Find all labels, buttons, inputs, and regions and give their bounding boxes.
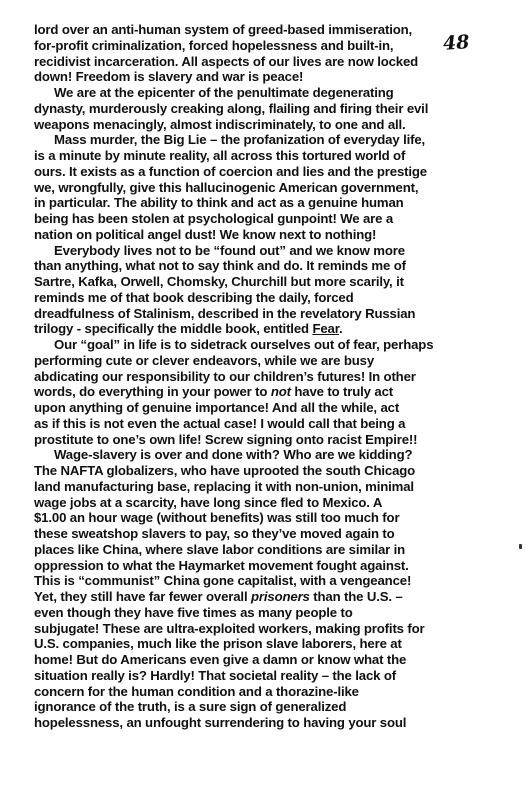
body-text xyxy=(34,22,504,731)
text-line: hopelessness, an unfought surrendering to having your soul xyxy=(34,715,407,730)
text-line: U.S. companies, much like the prison slave laborers, here at xyxy=(34,636,402,652)
text-segment: have to truly act xyxy=(290,384,393,400)
text-line: nation on political angel dust! We know next to nothing! xyxy=(34,226,377,242)
text-line: than anything, what not to say think and do. It reminds me of xyxy=(34,258,406,274)
text-line xyxy=(34,589,504,605)
text-line: prostitute to one’s own life! Screw signing onto racist Empire!! xyxy=(34,431,418,447)
text-line: upon anything of genuine importance! And all the while, act xyxy=(34,400,400,415)
text-line: weapons menacingly, almost indiscriminately, to one and all. xyxy=(34,116,406,132)
emphasis-prisoners: prisoners xyxy=(250,589,310,604)
paragraph-start: We are at the epicenter of the penultimate degenerating xyxy=(54,85,394,100)
text-line: for-profit criminalization, forced hopelessness and built-in, xyxy=(34,37,394,53)
text-line: dreadfulness of Stalinism, described in the revelatory Russian xyxy=(34,305,416,321)
text-line: land manufacturing base, replacing it with non-union, minimal xyxy=(34,478,414,494)
text-line: concern for the human condition and a thorazine-like xyxy=(34,683,359,699)
paragraph-start: Mass murder, the Big Lie – the profanization of everyday life, xyxy=(54,132,426,148)
text-segment: Yet, they still have far fewer overall xyxy=(34,589,251,604)
text-line xyxy=(34,321,504,337)
text-line: these sweatshop slavers to pay, so they’ve moved again to xyxy=(34,526,395,541)
text-line: situation really is? Hardly! That societal reality – the lack of xyxy=(34,667,396,683)
text-line: $1.00 an hour wage (without benefits) was still too much for xyxy=(34,510,400,526)
text-line: as if this is not even the actual case! I would call that being a xyxy=(34,415,406,431)
text-line: being has been stolen at psychological gunpoint! We are a xyxy=(34,211,394,226)
text-line: we, wrongfully, give this hallucinogenic American government, xyxy=(34,179,419,195)
punctuation: . xyxy=(338,321,343,337)
text-line: lord over an anti-human system of greed-based immiseration, xyxy=(34,22,413,37)
text-line: even though they have five times as many people to xyxy=(34,604,353,620)
text-line: oppression to what the Haymarket movement fought against. xyxy=(34,557,409,573)
text-line: subjugate! These are ultra-exploited workers, making profits for xyxy=(34,620,425,636)
text-line: reminds me of that book describing the daily, forced xyxy=(34,289,354,305)
paragraph-start: Everybody lives not to be “found out” and we know more xyxy=(54,242,405,258)
text-line: performing cute or clever endeavors, while we are busy xyxy=(34,352,375,368)
text-line: ignorance of the truth, is a sure sign of generalized xyxy=(34,699,347,715)
text-line: The NAFTA globalizers, who have uprooted the south Chicago xyxy=(34,463,416,478)
text-line: dynasty, murderously creaking along, flailing and firing their evil xyxy=(34,100,429,116)
text-line: wage jobs at a scarcity, have long since fled to Mexico. A xyxy=(34,494,383,510)
paragraph-start: Our “goal” in life is to sidetrack ourselves out of fear, perhaps xyxy=(54,337,434,352)
text-line: in particular. The ability to think and act as a genuine human xyxy=(34,195,404,211)
paragraph-start: Wage-slavery is over and done with? Who are we kidding? xyxy=(54,447,413,463)
text-line: abdicating our responsibility to our children’s futures! In other xyxy=(34,368,416,384)
text-segment: than the U.S. – xyxy=(309,589,403,604)
text-line: This is “communist” China gone capitalist, with a vengeance! xyxy=(34,573,412,589)
text-segment: words, do everything in your power to xyxy=(34,384,271,400)
text-line: places like China, where slave labor conditions are similar in xyxy=(34,541,406,557)
text-line: down! Freedom is slavery and war is peace! xyxy=(34,69,304,85)
text-segment: trilogy - specifically the middle book, entitled xyxy=(34,321,313,337)
page-number: 48 xyxy=(442,31,471,55)
text-line xyxy=(34,384,504,400)
text-line: is a minute by minute reality, all across this tortured world of xyxy=(34,148,406,163)
scan-artifact xyxy=(519,544,522,549)
text-line: home! But do Americans even give a damn or know what the xyxy=(34,652,407,667)
text-line: recidivist incarceration. All aspects of our lives are now locked xyxy=(34,53,419,69)
emphasis-not: not xyxy=(270,384,291,400)
text-line: Sartre, Kafka, Orwell, Chomsky, Churchill but more scarily, it xyxy=(34,274,404,289)
text-line: ours. It exists as a function of coercion and lies and the prestige xyxy=(34,163,427,179)
book-title: Fear xyxy=(312,321,339,337)
